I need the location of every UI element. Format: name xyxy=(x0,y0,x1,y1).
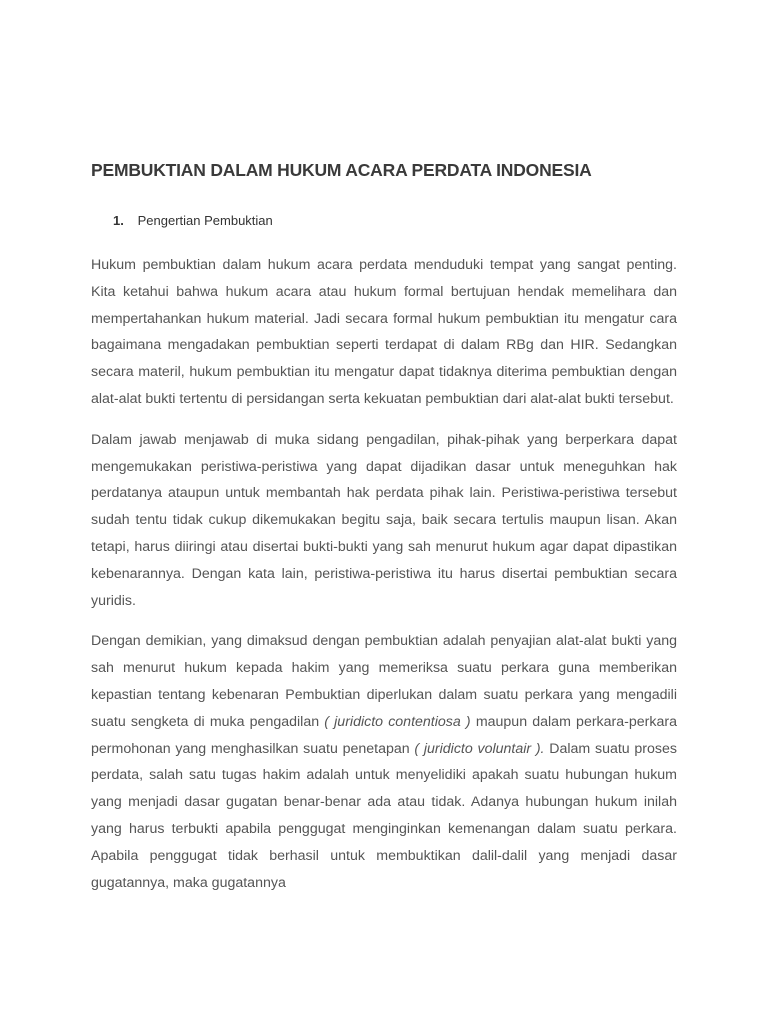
section-heading xyxy=(113,213,273,228)
paragraph-3-text-b: maupun dalam perkara-perkara permohonan yang menghasilkan suatu penetapan xyxy=(91,713,677,757)
paragraph-3-text-a: Dengan demikian, yang dimaksud dengan pembuktian adalah penyajian alat-alat bukti yang sah menurut hukum kepada hakim yang memeriksa suatu perkara guna memberikan kepastian tentang kebenaran Pembuktian diperlukan dalam suatu perkara yang mengadili suatu sengketa di muka pengadilan xyxy=(91,633,677,730)
paragraph-3 xyxy=(91,628,677,896)
section-label: Pengertian Pembuktian xyxy=(137,213,273,228)
paragraph-1: Hukum pembuktian dalam hukum acara perdata menduduki tempat yang sangat penting. Kita ketahui bahwa hukum acara atau hukum formal bertujuan hendak memelihara dan mempertahankan hukum material. Jadi secara formal hukum pembuktian itu mengatur cara bagaimana mengadakan pembuktian seperti terdapat di dalam RBg dan HIR. Sedangkan secara materil, hukum pembuktian itu mengatur dapat tidaknya diterima pembuktian dengan alat-alat bukti tertentu di persidangan serta kekuatan pembuktian dari alat-alat bukti tersebut. xyxy=(91,257,677,407)
paragraph-2: Dalam jawab menjawab di muka sidang pengadilan, pihak-pihak yang berperkara dapat mengemukakan peristiwa-peristiwa yang dapat dijadikan dasar untuk meneguhkan hak perdatanya ataupun untuk membantah hak perdata pihak lain. Peristiwa-peristiwa tersebut sudah tentu tidak cukup dikemukakan begitu saja, baik secara tertulis maupun lisan. Akan tetapi, harus diiringi atau disertai bukti-bukti yang sah menurut hukum agar dapat dipastikan kebenarannya. Dengan kata lain, peristiwa-peristiwa itu harus disertai pembuktian secara yuridis. xyxy=(91,431,677,609)
section-number: 1. xyxy=(113,213,124,228)
paragraph-3-italic-contentiosa: ( juridicto contentiosa ) xyxy=(324,713,471,730)
paragraph-3-text-c: Dalam suatu proses perdata, salah satu tugas hakim adalah untuk menyelidiki apakah suatu hubungan hukum yang menjadi dasar gugatan benar-benar ada atau tidak. Adanya hubungan hukum inilah yang harus terbukti apabila penggugat menginginkan kemenangan dalam suatu perkara. Apabila penggugat tidak berhasil untuk membuktikan dalil-dalil yang menjadi dasar gugatannya, maka gugatannya xyxy=(91,740,677,891)
document-title: PEMBUKTIAN DALAM HUKUM ACARA PERDATA INDONESIA xyxy=(91,160,592,180)
body-text xyxy=(91,252,677,910)
paragraph-3-italic-voluntair: ( juridicto voluntair ). xyxy=(414,740,545,757)
